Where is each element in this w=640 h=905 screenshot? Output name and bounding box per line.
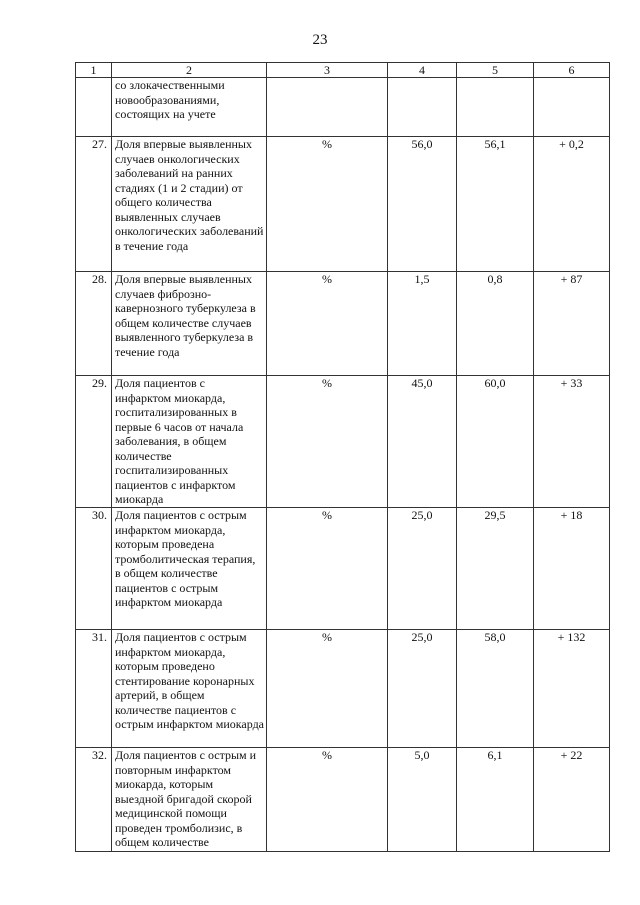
value-col-5: 6,1 [457, 748, 534, 852]
table-row [76, 508, 610, 630]
row-number: 30. [76, 508, 112, 630]
value-col-6: + 87 [534, 272, 610, 376]
unit-cell: % [267, 272, 388, 376]
indicator-name: Доля пациентов с острым инфарктом миокарда, которым проведено стентирование коронарных артерий, в общем количестве пациентов с острым инфарктом миокарда [112, 630, 267, 748]
value-col-5: 0,8 [457, 272, 534, 376]
row-number: 32. [76, 748, 112, 852]
indicator-name: Доля пациентов с инфарктом миокарда, госпитализированных в первые 6 часов от начала заболевания, в общем количестве госпитализированных пациентов с инфарктом миокарда [112, 376, 267, 508]
value-col-5: 56,1 [457, 137, 534, 272]
unit-cell [267, 78, 388, 137]
value-col-5 [457, 78, 534, 137]
page-number: 23 [312, 32, 328, 48]
value-col-6: + 132 [534, 630, 610, 748]
indicator-name: Доля впервые выявленных случаев онкологических заболеваний на ранних стадиях (1 и 2 стадии) от общего количества выявленных случаев онкологических заболеваний в течение года [112, 137, 267, 272]
unit-cell: % [267, 630, 388, 748]
column-header: 6 [534, 63, 610, 78]
table-row [76, 272, 610, 376]
row-number: 27. [76, 137, 112, 272]
value-col-4: 45,0 [388, 376, 457, 508]
value-col-4: 25,0 [388, 630, 457, 748]
value-col-4: 5,0 [388, 748, 457, 852]
value-col-4: 1,5 [388, 272, 457, 376]
table-row [76, 78, 610, 137]
indicator-name: со злокачественными новообразованиями, состоящих на учете [112, 78, 267, 137]
value-col-5: 60,0 [457, 376, 534, 508]
value-col-6: + 33 [534, 376, 610, 508]
value-col-6: + 18 [534, 508, 610, 630]
value-col-6 [534, 78, 610, 137]
value-col-6: + 22 [534, 748, 610, 852]
row-number [76, 78, 112, 137]
value-col-4: 56,0 [388, 137, 457, 272]
row-number: 31. [76, 630, 112, 748]
value-col-4 [388, 78, 457, 137]
indicator-name: Доля пациентов с острым инфарктом миокарда, которым проведена тромболитическая терапия, в общем количестве пациентов с острым инфарктом миокарда [112, 508, 267, 630]
table-row [76, 630, 610, 748]
value-col-5: 58,0 [457, 630, 534, 748]
value-col-5: 29,5 [457, 508, 534, 630]
value-col-4: 25,0 [388, 508, 457, 630]
column-header: 2 [112, 63, 267, 78]
table-row [76, 376, 610, 508]
unit-cell: % [267, 748, 388, 852]
table-row [76, 137, 610, 272]
column-header: 4 [388, 63, 457, 78]
column-header: 5 [457, 63, 534, 78]
table-body [76, 63, 610, 852]
unit-cell: % [267, 508, 388, 630]
row-number: 29. [76, 376, 112, 508]
column-header: 3 [267, 63, 388, 78]
value-col-6: + 0,2 [534, 137, 610, 272]
indicators-table [75, 62, 610, 852]
table-row [76, 748, 610, 852]
column-header: 1 [76, 63, 112, 78]
row-number: 28. [76, 272, 112, 376]
unit-cell: % [267, 376, 388, 508]
indicator-name: Доля пациентов с острым и повторным инфарктом миокарда, которым выездной бригадой скорой медицинской помощи проведен тромболизис, в общем количестве [112, 748, 267, 852]
indicator-name: Доля впервые выявленных случаев фиброзно-кавернозного туберкулеза в общем количестве случаев выявленного туберкулеза в течение года [112, 272, 267, 376]
column-header-row [76, 63, 610, 78]
unit-cell: % [267, 137, 388, 272]
